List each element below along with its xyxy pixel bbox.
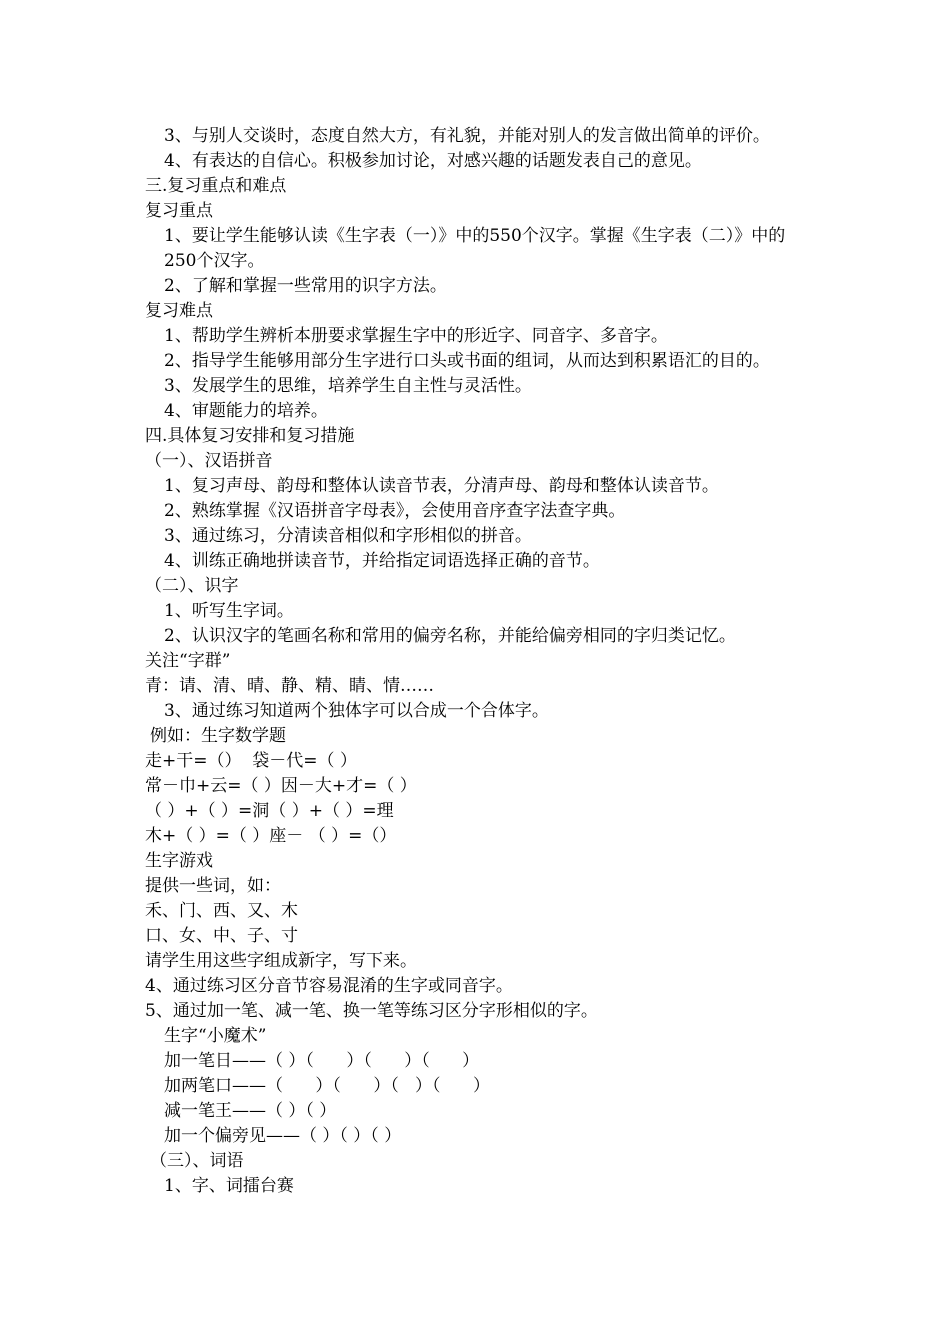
text-line: 提供一些词，如： [145,876,281,896]
text-line: 复习重点 [145,201,213,221]
text-line: 4、有表达的自信心。积极参加讨论，对感兴趣的话题发表自己的意见。 [164,151,702,171]
text-line: 走+干=（） 袋－代=（ ） [145,751,357,771]
text-line: 4、训练正确地拼读音节，并给指定词语选择正确的音节。 [164,551,600,571]
text-line: 3、与别人交谈时，态度自然大方，有礼貌，并能对别人的发言做出简单的评价。 [164,126,770,146]
text-line: 口、女、中、子、寸 [145,926,298,946]
text-line: 禾、门、西、又、木 [145,901,298,921]
text-line: 2、指导学生能够用部分生字进行口头或书面的组词，从而达到积累语汇的目的。 [164,351,770,371]
text-line: 生字“小魔术” [164,1026,267,1046]
text-line: 1、帮助学生辨析本册要求掌握生字中的形近字、同音字、多音字。 [164,326,668,346]
text-line: 四.具体复习安排和复习措施 [145,426,355,446]
text-line: 请学生用这些字组成新字，写下来。 [145,951,417,971]
text-line: 复习难点 [145,301,213,321]
text-line: 4、通过练习区分音节容易混淆的生字或同音字。 [145,976,513,996]
text-line: 例如：生字数学题 [150,726,286,746]
text-line: 1、字、词擂台赛 [164,1176,294,1196]
document-body [145,124,815,1199]
text-line: （三）、词语 [150,1151,244,1171]
text-line: 2、认识汉字的笔画名称和常用的偏旁名称，并能给偏旁相同的字归类记忆。 [164,626,736,646]
text-line: （二）、识字 [145,576,239,596]
text-line: 5、通过加一笔、减一笔、换一笔等练习区分字形相似的字。 [145,1001,598,1021]
text-line: 1、听写生字词。 [164,601,294,621]
text-line: 常－巾+云=（ ）因－大+才=（ ） [145,776,417,796]
text-line: 2、了解和掌握一些常用的识字方法。 [164,276,447,296]
text-line: 1、要让学生能够认读《生字表（一）》中的550个汉字。掌握《生字表（二）》中的250个汉字。 [164,226,786,271]
text-line: （ ）+（ ）=洞（ ）+（ ）=理 [145,801,394,821]
text-line: 3、通过练习，分清读音相似和字形相似的拼音。 [164,526,532,546]
text-line: 减一笔王——（ ）（ ） [164,1101,337,1121]
text-line: 3、通过练习知道两个独体字可以合成一个合体字。 [164,701,549,721]
text-line: 加一笔日——（ ）（ ）（ ）（ ） [164,1051,480,1071]
text-line: 三.复习重点和难点 [145,176,287,196]
text-line: 2、熟练掌握《汉语拼音字母表》，会使用音序查字法查字典。 [164,501,626,521]
text-line: 青：请、清、晴、静、精、睛、情…… [145,676,434,696]
text-line: 加一个偏旁见——（ ）（ ）（ ） [164,1126,402,1146]
text-line: （一）、汉语拼音 [145,451,273,471]
text-line: 关注“字群” [145,651,231,671]
text-line: 木+（ ）=（ ）座－ （ ）=（） [145,826,397,846]
text-line: 4、审题能力的培养。 [164,401,328,421]
text-line: 加两笔口——（ ）（ ）（ ）（ ） [164,1076,490,1096]
text-line: 3、发展学生的思维，培养学生自主性与灵活性。 [164,376,532,396]
text-line: 生字游戏 [145,851,213,871]
text-line: 1、复习声母、韵母和整体认读音节表，分清声母、韵母和整体认读音节。 [164,476,719,496]
